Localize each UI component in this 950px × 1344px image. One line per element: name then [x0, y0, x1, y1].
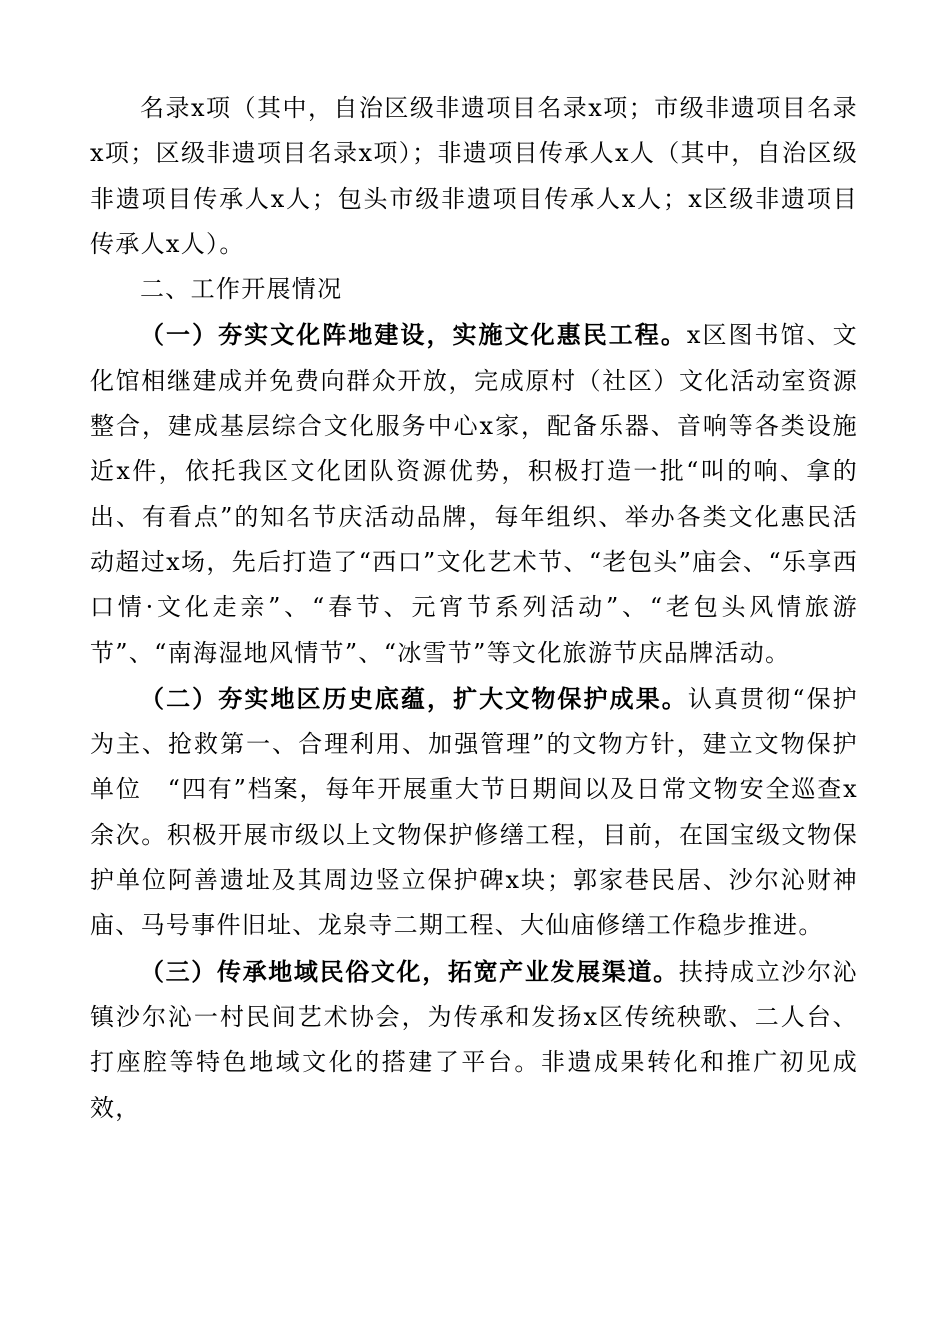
paragraph-folk-culture — [90, 949, 858, 1131]
paragraph-text: x区图书馆、文化馆相继建成并免费向群众开放，完成原村（社区）文化活动室资源整合，建成基层综合文化服务中心x家，配备乐器、音响等各类设施近x件，依托我区文化团队资源优势，积极打造一批“叫的响、拿的出、有看点”的知名节庆活动品牌，每年组织、举办各类文化惠民活动超过x场，先后打造了“西口”文化艺术节、“老包头”庙会、“乐享西口情·文化走亲”、“春节、元宵节系列活动”、“老包头风情旅游节”、“南海湿地风情节”、“冰雪节”等文化旅游节庆品牌活动。 — [90, 321, 858, 667]
document-page — [90, 86, 858, 1131]
paragraph-text: 扶持成立沙尔沁镇沙尔沁一村民间艺术协会，为传承和发扬x区传统秧歌、二人台、打座腔等特色地域文化的搭建了平台。非遗成果转化和推广初见成效， — [90, 957, 858, 1122]
paragraph-relic-protection — [90, 676, 858, 949]
paragraph-heading: （一）夯实文化阵地建设，实施文化惠民工程。 — [140, 320, 687, 350]
paragraph-heritage-list — [90, 86, 858, 267]
paragraph-text: 名录x项（其中，自治区级非遗项目名录x项；市级非遗项目名录x项；区级非遗项目名录x项）；非遗项目传承人x人（其中，自治区级非遗项目传承人x人；包头市级非遗项目传承人x人；x区级非遗项目传承人x人）。 — [90, 94, 858, 258]
section-title-work-progress — [90, 267, 858, 312]
paragraph-cultural-venues — [90, 312, 858, 675]
paragraph-heading: （三）传承地域民俗文化，拓宽产业发展渠道。 — [140, 956, 679, 986]
paragraph-text: 认真贯彻“保护为主、抢救第一、合理利用、加强管理”的文物方针，建立文物保护单位 “四有”档案，每年开展重大节日期间以及日常文物安全巡查x余次。积极开展市级以上文物保护修缮工程，目前，在国宝级文物保护单位阿善遗址及其周边竖立保护碑x块；郭家巷民居、沙尔沁财神庙、马号事件旧址、龙泉寺二期工程、大仙庙修缮工作稳步推进。 — [90, 684, 858, 940]
section-title-text: 二、工作开展情况 — [140, 275, 343, 304]
paragraph-heading: （二）夯实地区历史底蕴，扩大文物保护成果。 — [140, 683, 688, 713]
